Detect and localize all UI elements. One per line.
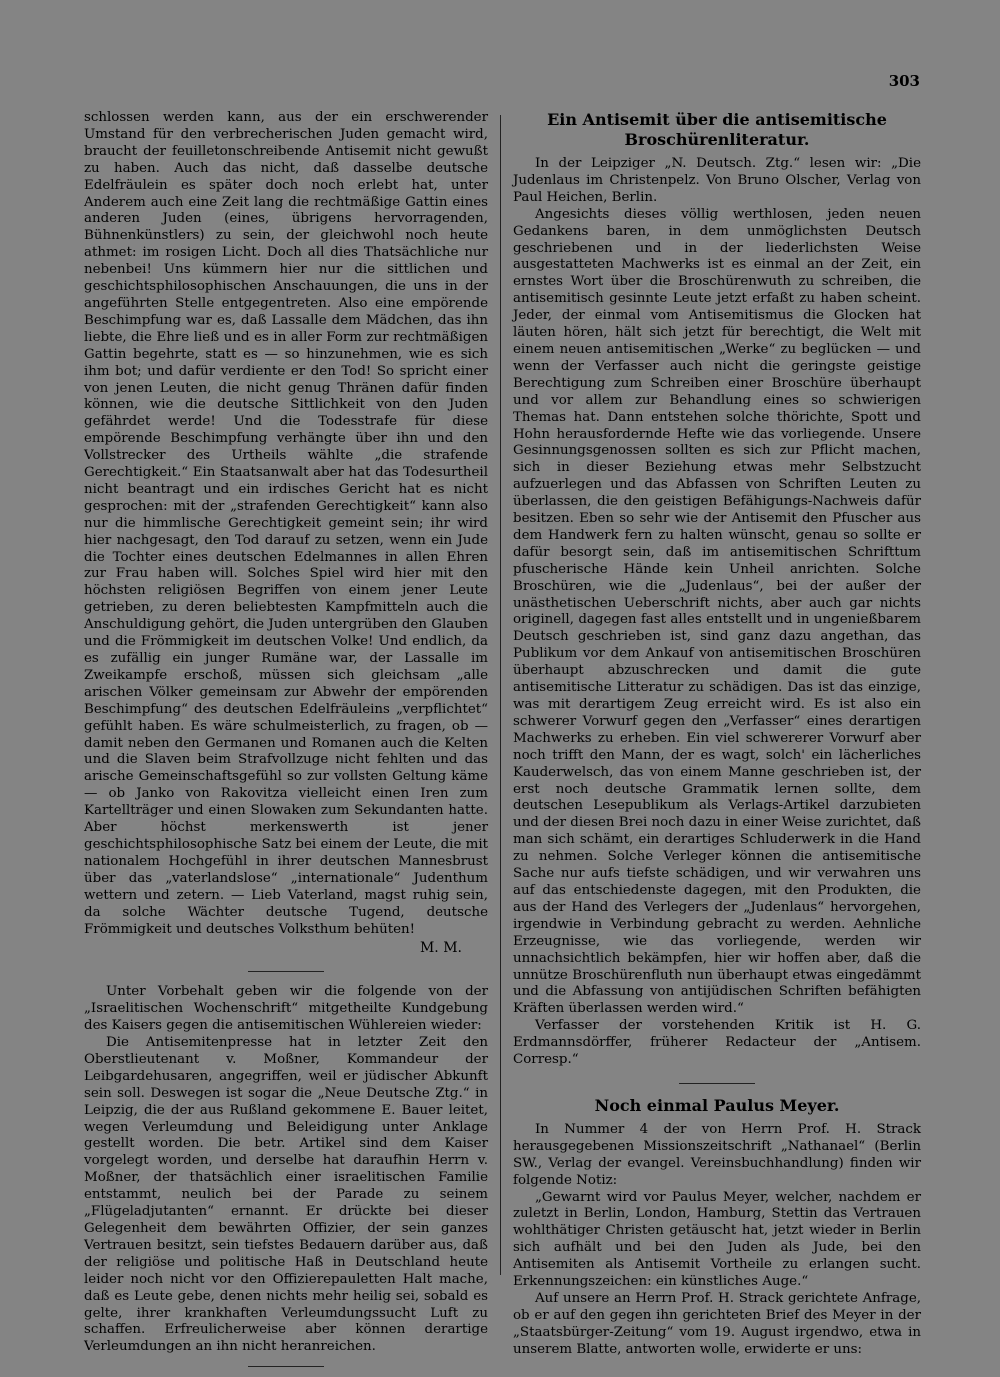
column-divider: [500, 115, 501, 1275]
right-paragraph-6: Auf unsere an Herrn Prof. H. Strack gerichtete Anfrage, ob er auf den gegen ihn gerichteten Brief des Meyer in der „Staatsbürger-Zeitung“ vom 19. August irgendwo, etwa in unserem Blatte, antworten wolle, erwiderte er uns:: [513, 1291, 921, 1357]
end-divider: [248, 1366, 324, 1367]
right-paragraph-2: Angesichts dieses völlig werthlosen, jeden neuen Gedankens baren, in dem unmöglichsten Deutsch geschriebenen und in der liederlichsten Weise ausgestatteten Machwerks ist es einmal an der Zeit, ein ernstes Wort über die Broschürenwuth zu schreiben, die antisemitisch gesinnte Leute jetzt erfaßt zu haben scheint. Jeder, der einmal vom Antisemitismus die Glocken hat läuten hören, hält sich jetzt für berechtigt, die Welt mit einem neuen antisemitischen „Werke“ zu beglücken — und wenn der Verfasser auch nicht die geringste geistige Berechtigung zum Schreiben einer Broschüre überhaupt und vor allem zur Behandlung eines so schwierigen Themas hat. Dann entstehen solche thörichte, Spott und Hohn herausfordernde Hefte wie das vorliegende. Unsere Gesinnungsgenossen sollten es sich zur Pflicht machen, sich in dieser Beziehung etwas mehr Selbstzucht aufzuerlegen und das Abfassen von Schriften Leuten zu überlassen, die den geistigen Befähigungs-Nachweis dafür besitzen. Eben so sehr wie der Antisemit den Pfuscher aus dem Handwerk fern zu halten wünscht, genau so sollte er dafür besorgt sein, daß im antisemitischen Schrifttum pfuscherische Hände kein Unheil anrichten. Solche Broschüren, wie die „Judenlaus“, bei der außer der unästhetischen Ueberschrift nichts, aber auch gar nichts originell, dagegen fast alles entstellt und in ungenießbarem Deutsch geschrieben ist, sind ganz dazu angethan, das Publikum vor dem Ankauf von antisemitischen Broschüren überhaupt abzuschrecken und damit die gute antisemitische Litteratur zu schädigen. Das ist das einzige, was mit derartigem Zeug erreicht wird. Es ist also ein schwerer Vorwurf gegen den „Verfasser“ eines derartigen Machwerks zu erheben. Ein viel schwererer Vorwurf aber noch trifft den Mann, der es wagt, solch' ein lächerliches Kauderwelsch, das von einem Manne geschrieben ist, der erst noch deutsche Grammatik lernen sollte, dem deutschen Lesepublikum als Verlags-Artikel darzubieten und der diesen Brei noch dazu in einer Weise zurichtet, daß man sich schämt, ein derartiges Schluderwerk in die Hand zu nehmen. Solche Verleger können die antisemitische Sache nur aufs tiefste schädigen, und wir verwahren uns auf das entschiedenste dagegen, mit den Produkten, die aus der Hand des Verlegers der „Judenlaus“ hervorgehen, irgendwie in Verbindung gebracht zu werden. Aehnliche Erzeugnisse, wie das vorliegende, werden wir unnachsichtlich bekämpfen, hier wir hoffen aber, daß die unnütze Broschürenfluth nun überhaupt etwas eingedämmt und die Abfassung von antijüdischen Schriften befähigten Kräften überlassen werden wird.“: [513, 206, 921, 1017]
page-number: 303: [888, 72, 920, 90]
right-paragraph-3: Verfasser der vorstehenden Kritik ist H. G. Erdmannsdörffer, früherer Redacteur der „Antisem. Corresp.“: [513, 1018, 921, 1068]
signature: M. M.: [419, 940, 462, 957]
left-paragraph-2: Unter Vorbehalt geben wir die folgende von der „Israelitischen Wochenschrift“ mitgetheilte Kundgebung des Kaisers gegen die antisemitischen Wühlereien wieder:: [84, 984, 488, 1034]
left-paragraph-1: schlossen werden kann, aus der ein erschwerender Umstand für den verbrecherischen Juden gemacht wird, braucht der feuilletonschreibende Antisemit nicht gewußt zu haben. Auch das nicht, daß dasselbe deutsche Edelfräulein es später doch noch erlebt hat, unter Anderem auch eine Zeit lang die rechtmäßige Gattin eines anderen Juden (eines, übrigens hervorragenden, Bühnenkünstlers) zu sein, der gleichwohl noch heute athmet: im rosigen Licht. Doch all dies Thatsächliche nur nebenbei! Uns kümmern hier nur die sittlichen und geschichtsphilosophischen Anschauungen, die uns in der angeführten Stelle entgegentreten. Also eine empörende Beschimpfung war es, daß Lassalle dem Mädchen, das ihn liebte, die Ehre ließ und es in aller Form zur rechtmäßigen Gattin begehrte, statt es — so hinzunehmen, wie es sich ihm bot; und dafür verdiente er den Tod! So spricht einer von jenen Leuten, die nicht genug Thränen dafür finden können, wie die deutsche Sittlichkeit von den Juden gefährdet werde! Und die Todesstrafe für diese empörende Beschimpfung verhängte über ihn und den Vollstrecker des Urtheils wählte „die strafende Gerechtigkeit.“ Ein Staatsanwalt aber hat das Todesurtheil nicht beantragt und ein irdisches Gericht hat es nicht gesprochen: mit der „strafenden Gerechtigkeit“ kann also nur die himmlische Gerechtigkeit gemeint sein; ihr wird hier nachgesagt, den Tod darauf zu setzen, wenn ein Jude die Tochter eines deutschen Edelmannes in allen Ehren zur Frau haben will. Solches Spiel wird hier mit den höchsten religiösen Begriffen von einem jener Leute getrieben, zu deren beliebtesten Kampfmitteln auch die Anschuldigung gehört, die Juden untergrüben den Glauben und die Frömmigkeit im deutschen Volke! Und endlich, da es zufällig ein junger Rumäne war, der Lassalle im Zweikampfe erschoß, müssen sich gleichsam „alle arischen Völker gemeinsam zur Abwehr der empörenden Beschimpfung“ des deutschen Edelfräuleins „verpflichtet“ gefühlt haben. Es wäre schulmeisterlich, zu fragen, ob — damit neben den Germanen und Romanen auch die Kelten und die Slaven beim Strafvollzuge nicht fehlten und das arische Gemeinschaftsgefühl so zur vollsten Geltung käme — ob Janko von Rakovitza vielleicht einen Iren zum Kartellträger und einen Slowaken zum Sekundanten hatte. Aber höchst merkenswerth ist jener geschichtsphilosophische Satz bei einem der Leute, die mit nationalem Hochgefühl in ihrer deutschen Mannesbrust über das „vaterlandslose“ „internationale“ Judenthum wettern und zetern. — Lieb Vaterland, magst ruhig sein, da solche Wächter deutsche Tugend, deutsche Frömmigkeit und deutsches Volksthum behüten!: [84, 110, 488, 937]
right-column: [513, 110, 921, 1359]
left-paragraph-3: Die Antisemitenpresse hat in letzter Zeit den Oberstlieutenant v. Moßner, Kommandeur der Leibgardehusaren, angegriffen, weil er jüdischer Abkunft sein soll. Deswegen ist sogar die „Neue Deutsche Ztg.“ in Leipzig, die der aus Rußland gekommene E. Bauer leitet, wegen Verleumdung und Beleidigung unter Anklage gestellt worden. Die betr. Artikel sind dem Kaiser vorgelegt worden, und derselbe hat daraufhin Herrn v. Moßner, der thatsächlich einer israelitischen Familie entstammt, neulich bei der Parade zu seinem „Flügeladjutanten“ ernannt. Er drückte bei dieser Gelegenheit dem bewährten Offizier, der sein ganzes Vertrauen besitzt, sein tiefstes Bedauern darüber aus, daß der religiöse und politische Haß in Deutschland heute leider noch nicht vor den Offizierepauletten Halt mache, daß es Leute gebe, denen nichts mehr heilig sei, sobald es gelte, ihrer krankhaften Verleumdungssucht Luft zu schaffen. Erfreulicherweise aber können derartige Verleumdungen an ihn nicht heranreichen.: [84, 1035, 488, 1355]
right-paragraph-4: In Nummer 4 der von Herrn Prof. H. Strack herausgegebenen Missionszeitschrift „Nathanael“ (Berlin SW., Verlag der evangel. Vereinsbuchhandlung) finden wir folgende Notiz:: [513, 1121, 921, 1188]
section-divider: [248, 971, 324, 972]
article-heading-paulus-meyer: Noch einmal Paulus Meyer.: [594, 1095, 840, 1115]
right-paragraph-1: In der Leipziger „N. Deutsch. Ztg.“ lesen wir: „Die Judenlaus im Christenpelz. Von Bruno Olscher, Verlag von Paul Heichen, Berlin.: [513, 156, 921, 205]
left-column: [84, 110, 488, 1367]
section-divider-right: [679, 1083, 755, 1084]
article-heading-antisemit: Ein Antisemit über die antisemitische Broschürenliteratur.: [547, 110, 887, 149]
right-paragraph-5: „Gewarnt wird vor Paulus Meyer, welcher, nachdem er zuletzt in Berlin, London, Hamburg, Stettin das Vertrauen wohlthätiger Christen getäuscht hat, jetzt wieder in Berlin sich aufhält und bei den Juden als Jude, bei den Antisemiten als Antisemit Vortheile zu erlangen sucht. Erkennungszeichen: ein künstliches Auge.“: [513, 1189, 921, 1290]
